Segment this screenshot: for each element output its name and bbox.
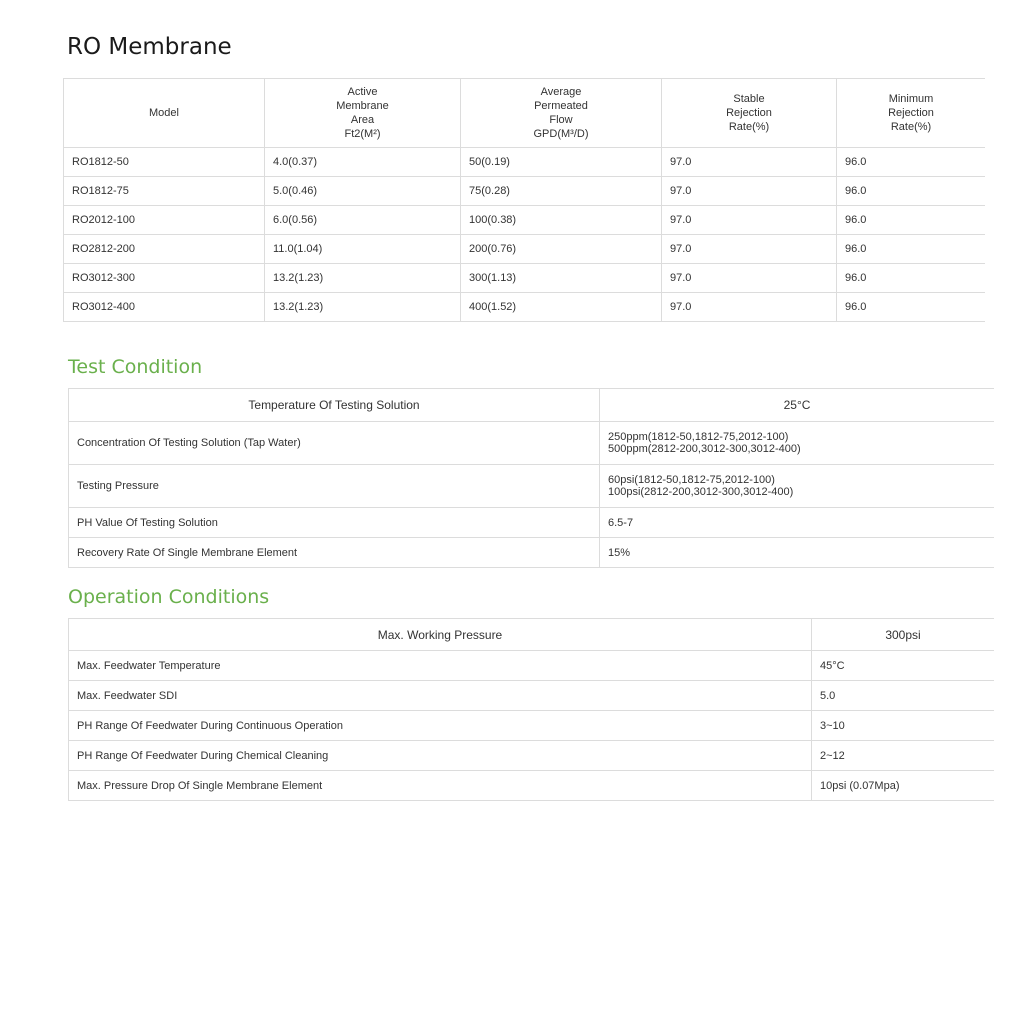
cell-area: 13.2(1.23) xyxy=(265,293,461,322)
cell-model: RO1812-75 xyxy=(64,177,265,206)
condition-value: 250ppm(1812-50,1812-75,2012-100) 500ppm(2812-200,3012-300,3012-400) xyxy=(600,422,995,465)
ro-table-header-row xyxy=(64,79,986,148)
cell-flow: 50(0.19) xyxy=(461,148,662,177)
cell-stable-rate: 97.0 xyxy=(662,264,837,293)
table-row xyxy=(69,538,995,568)
condition-label: PH Range Of Feedwater During Chemical Cleaning xyxy=(69,741,812,771)
cell-stable-rate: 97.0 xyxy=(662,206,837,235)
cell-area: 11.0(1.04) xyxy=(265,235,461,264)
condition-label: Max. Feedwater SDI xyxy=(69,681,812,711)
test-header-value: 25°C xyxy=(600,389,995,422)
cell-stable-rate: 97.0 xyxy=(662,235,837,264)
condition-value: 10psi (0.07Mpa) xyxy=(812,771,995,801)
cell-minimum-rate: 96.0 xyxy=(837,264,986,293)
test-condition-heading: Test Condition xyxy=(68,356,203,378)
table-row xyxy=(69,741,995,771)
cell-model: RO3012-300 xyxy=(64,264,265,293)
test-header-label: Temperature Of Testing Solution xyxy=(69,389,600,422)
table-row xyxy=(64,235,986,264)
condition-label: Testing Pressure xyxy=(69,465,600,508)
cell-stable-rate: 97.0 xyxy=(662,148,837,177)
table-row xyxy=(69,771,995,801)
cell-area: 5.0(0.46) xyxy=(265,177,461,206)
header-active-membrane-area: Active Membrane Area Ft2(M²) xyxy=(265,79,461,148)
header-stable-rejection-rate: Stable Rejection Rate(%) xyxy=(662,79,837,148)
test-condition-table xyxy=(68,388,994,568)
table-row xyxy=(64,148,986,177)
cell-model: RO3012-400 xyxy=(64,293,265,322)
test-condition-header-row xyxy=(69,389,995,422)
cell-model: RO2812-200 xyxy=(64,235,265,264)
cell-area: 6.0(0.56) xyxy=(265,206,461,235)
header-minimum-rejection-rate: Minimum Rejection Rate(%) xyxy=(837,79,986,148)
header-model: Model xyxy=(64,79,265,148)
condition-value: 15% xyxy=(600,538,995,568)
ro-membrane-table xyxy=(63,78,985,322)
condition-value: 2~12 xyxy=(812,741,995,771)
cell-minimum-rate: 96.0 xyxy=(837,206,986,235)
cell-stable-rate: 97.0 xyxy=(662,293,837,322)
operation-header-row xyxy=(69,619,995,651)
condition-label: Max. Pressure Drop Of Single Membrane Element xyxy=(69,771,812,801)
condition-value: 6.5-7 xyxy=(600,508,995,538)
cell-minimum-rate: 96.0 xyxy=(837,148,986,177)
cell-minimum-rate: 96.0 xyxy=(837,177,986,206)
cell-minimum-rate: 96.0 xyxy=(837,293,986,322)
header-average-permeated-flow: Average Permeated Flow GPD(M³/D) xyxy=(461,79,662,148)
table-row xyxy=(64,177,986,206)
cell-flow: 100(0.38) xyxy=(461,206,662,235)
cell-stable-rate: 97.0 xyxy=(662,177,837,206)
operation-header-label: Max. Working Pressure xyxy=(69,619,812,651)
cell-area: 13.2(1.23) xyxy=(265,264,461,293)
condition-value: 60psi(1812-50,1812-75,2012-100) 100psi(2812-200,3012-300,3012-400) xyxy=(600,465,995,508)
table-row xyxy=(69,651,995,681)
cell-flow: 300(1.13) xyxy=(461,264,662,293)
condition-label: PH Value Of Testing Solution xyxy=(69,508,600,538)
condition-label: Concentration Of Testing Solution (Tap Water) xyxy=(69,422,600,465)
condition-value: 3~10 xyxy=(812,711,995,741)
table-row xyxy=(69,465,995,508)
condition-value: 45°C xyxy=(812,651,995,681)
table-row xyxy=(69,508,995,538)
cell-model: RO1812-50 xyxy=(64,148,265,177)
table-row xyxy=(69,711,995,741)
operation-conditions-table xyxy=(68,618,994,801)
page-title: RO Membrane xyxy=(67,34,232,60)
condition-label: PH Range Of Feedwater During Continuous Operation xyxy=(69,711,812,741)
operation-header-value: 300psi xyxy=(812,619,995,651)
cell-model: RO2012-100 xyxy=(64,206,265,235)
table-row xyxy=(64,264,986,293)
cell-flow: 400(1.52) xyxy=(461,293,662,322)
cell-flow: 75(0.28) xyxy=(461,177,662,206)
cell-flow: 200(0.76) xyxy=(461,235,662,264)
condition-label: Max. Feedwater Temperature xyxy=(69,651,812,681)
cell-minimum-rate: 96.0 xyxy=(837,235,986,264)
cell-area: 4.0(0.37) xyxy=(265,148,461,177)
operation-conditions-heading: Operation Conditions xyxy=(68,586,270,608)
table-row xyxy=(69,422,995,465)
table-row xyxy=(64,206,986,235)
condition-label: Recovery Rate Of Single Membrane Element xyxy=(69,538,600,568)
table-row xyxy=(69,681,995,711)
condition-value: 5.0 xyxy=(812,681,995,711)
table-row xyxy=(64,293,986,322)
